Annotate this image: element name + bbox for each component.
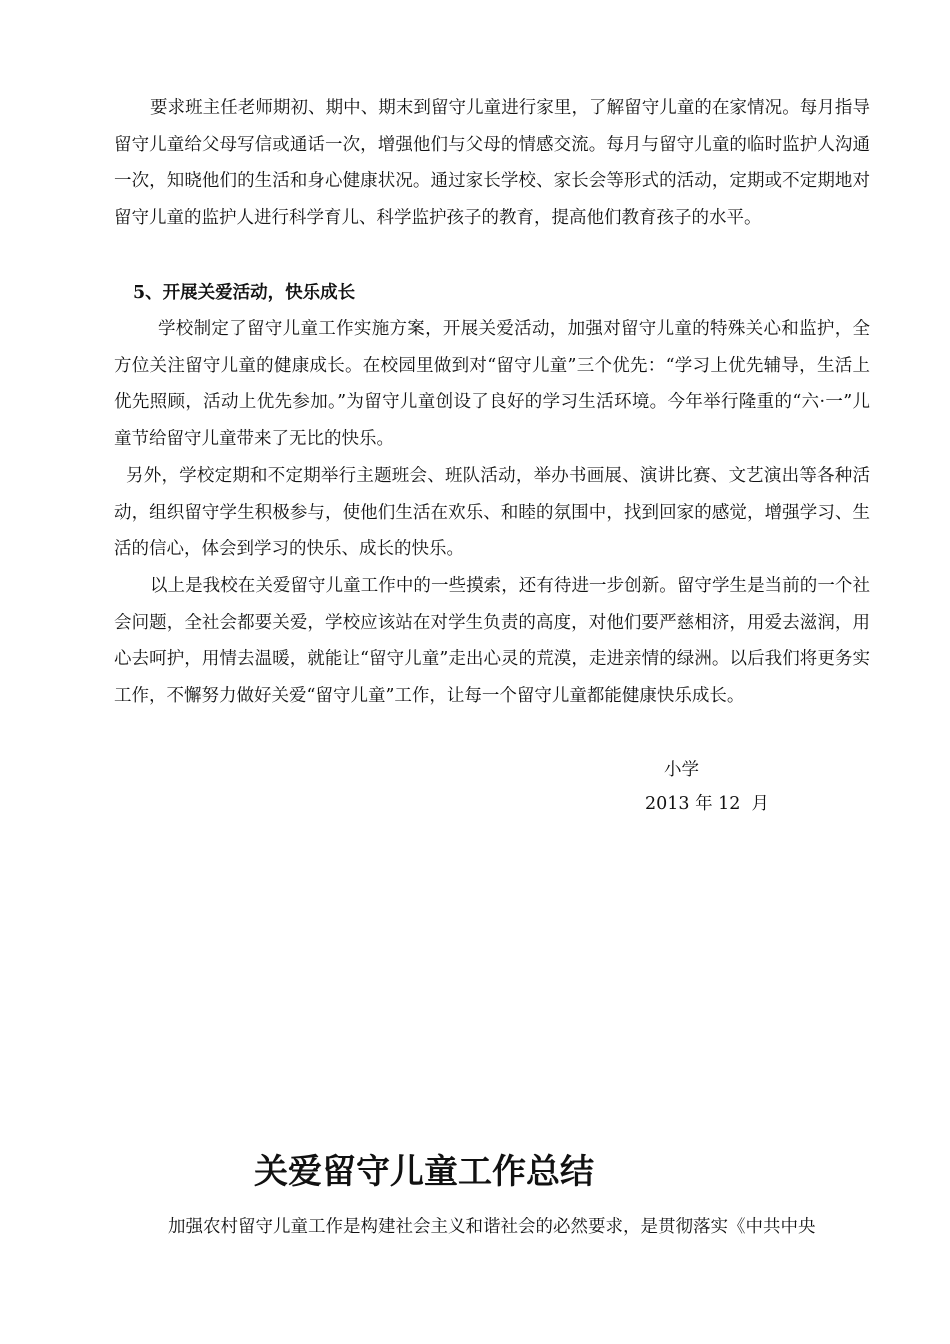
- paragraph-themed-activities: 另外，学校定期和不定期举行主题班会、班队活动，举办书画展、演讲比赛、文艺演出等各种活动，组织留守学生积极参与，使他们生活在欢乐、和睦的氛围中，找到回家的感觉，增强学习、生活的信心，体会到学习的快乐、成长的快乐。: [114, 466, 870, 560]
- paragraph-guardian-communication: 要求班主任老师期初、期中、期末到留守儿童进行家里，了解留守儿童的在家情况。每月指导留守儿童给父母写信或通话一次，增强他们与父母的情感交流。每月与留守儿童的临时监护人沟通一次，知晓他们的生活和身心健康状况。通过家长学校、家长会等形式的活动，定期或不定期地对留守儿童的监护人进行科学育儿、科学监护孩子的教育，提高他们教育孩子的水平。: [114, 98, 870, 228]
- paragraph-conclusion: 以上是我校在关爱留守儿童工作中的一些摸索，还有待进一步创新。留守学生是当前的一个社会问题，全社会都要关爱，学校应该站在对学生负责的高度，对他们要严慈相济，用爱去滋润，用心去呵护，用情去温暖，就能让“留守儿童”走出心灵的荒漠，走进亲情的绿洲。以后我们将更务实工作，不懈努力做好关爱“留守儿童”工作，让每一个留守儿童都能健康快乐成长。: [114, 576, 870, 706]
- paragraph-implementation-plan: 学校制定了留守儿童工作实施方案，开展关爱活动，加强对留守儿童的特殊关心和监护，全方位关注留守儿童的健康成长。在校园里做到对“留守儿童”三个优先：“学习上优先辅导，生活上优先照顾，活动上优先参加。”为留守儿童创设了良好的学习生活环境。今年举行隆重的“六·一”儿童节给留守儿童带来了无比的快乐。: [114, 319, 870, 449]
- document-title: 关爱留守儿童工作总结: [254, 1152, 594, 1192]
- heading-caring-activities: 5、开展关爱活动，快乐成长: [133, 283, 356, 303]
- paragraph-intro: 加强农村留守儿童工作是构建社会主义和谐社会的必然要求，是贯彻落实《中共中央: [168, 1217, 816, 1237]
- signature-date: 2013 年 12 月: [645, 794, 770, 814]
- signature-school: 小学: [664, 760, 699, 780]
